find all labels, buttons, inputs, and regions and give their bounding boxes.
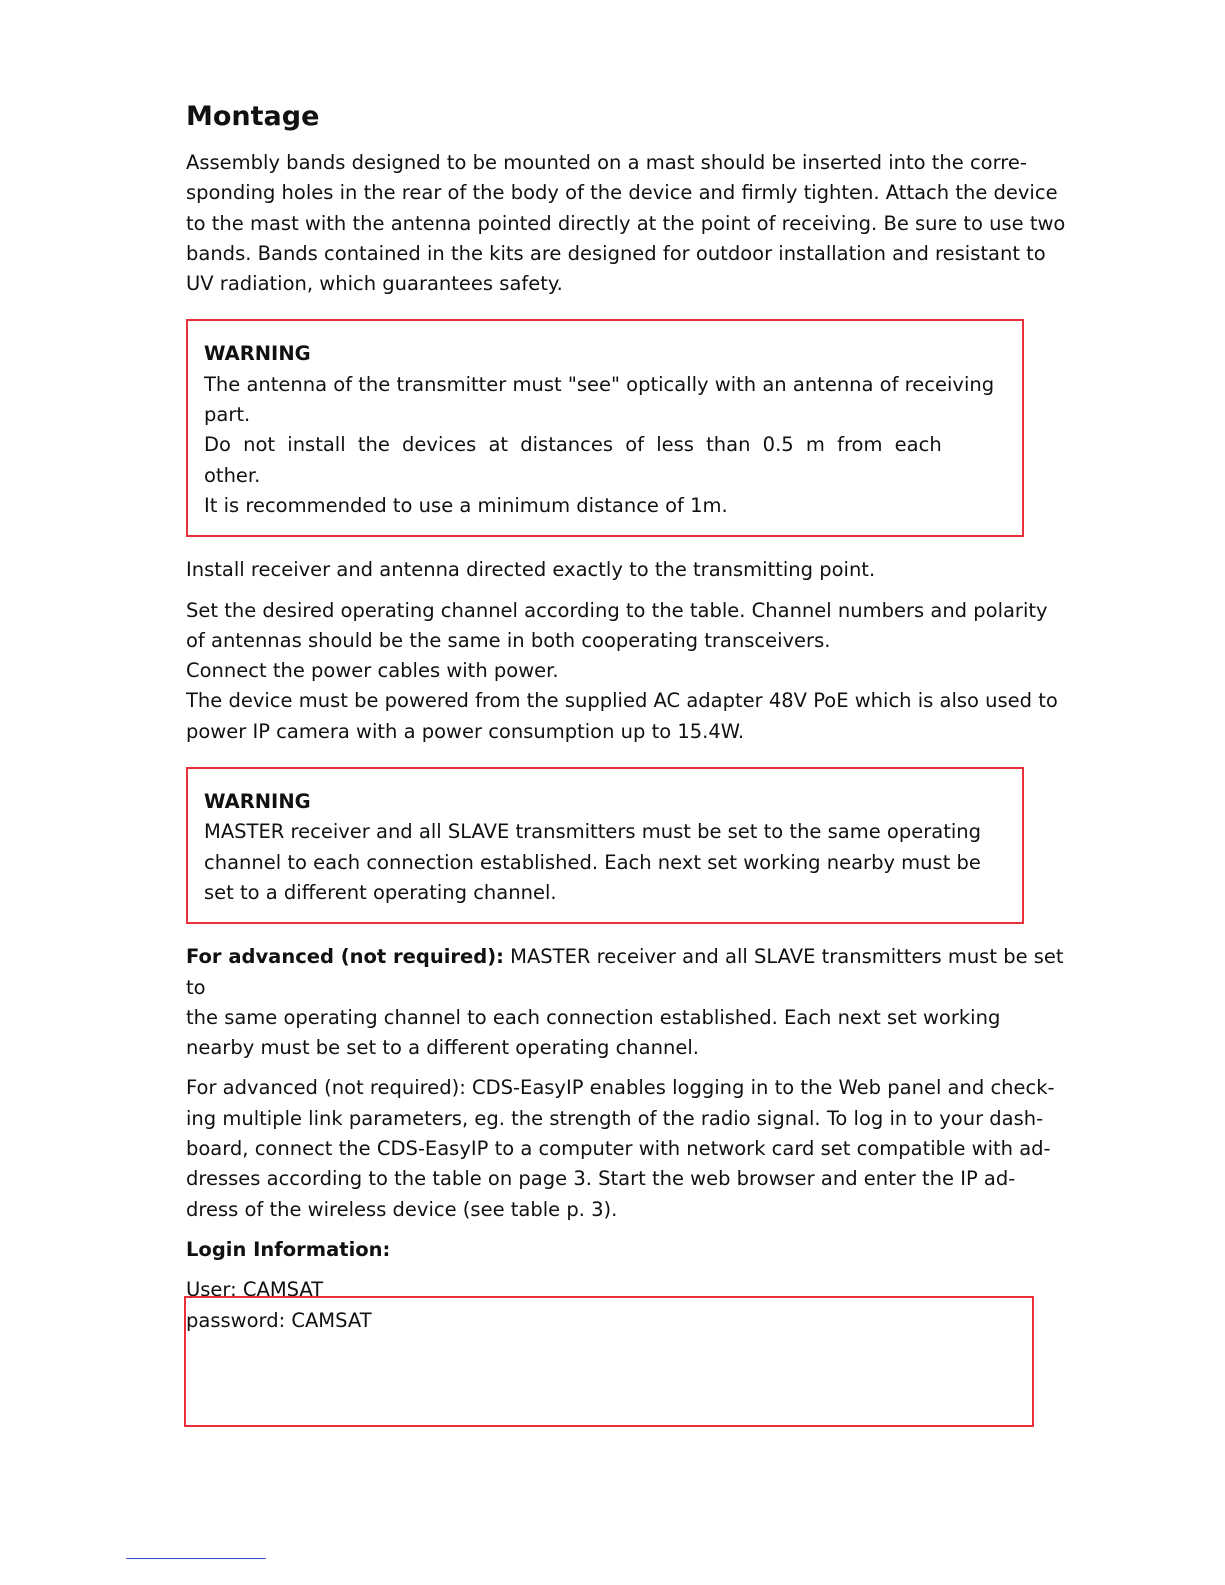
page-title: Montage [186,101,320,132]
text-line: part. [204,403,251,427]
text-line: power IP camera with a power consumption up to 15.4W. [186,719,745,743]
advanced-paragraph-channel [186,942,1086,1063]
login-user: User: CAMSAT [186,1278,324,1302]
empty-warning-box [184,1296,1034,1427]
intro-paragraph [186,148,1086,299]
text-line: set to a different operating channel. [204,880,557,904]
text-line: UV radiation, which guarantees safety. [186,272,563,296]
document-page [186,96,1086,1346]
text-line: Set the desired operating channel according to the table. Channel numbers and polarity [186,598,1048,622]
text-line: MASTER receiver and all SLAVE transmitters must be set to the same operating [204,820,981,844]
text-line: ing multiple link parameters, eg. the strength of the radio signal. To log in to your dash- [186,1106,1044,1130]
advanced-paragraph-web [186,1073,1086,1224]
text-line: sponding holes in the rear of the body of the device and firmly tighten. Attach the device [186,181,1058,205]
text-line: Connect the power cables with power. [186,659,559,683]
text-line: nearby must be set to a different operating channel. [186,1036,699,1060]
advanced-label: For advanced (not required): [186,945,504,969]
text-line: to the mast with the antenna pointed directly at the point of receiving. Be sure to use two [186,211,1066,235]
text-line: board, connect the CDS-EasyIP to a computer with network card set compatible with ad- [186,1137,1051,1161]
login-heading [186,1235,1086,1265]
login-heading-block [186,1235,1086,1265]
text-line: dresses according to the table on page 3. Start the web browser and enter the IP ad- [186,1167,1016,1191]
setup-paragraph [186,596,1086,747]
warning-title: WARNING [204,790,311,814]
install-paragraph [186,555,1086,585]
text-line: It is recommended to use a minimum distance of 1m. [204,493,728,517]
text-line: the same operating channel to each connection established. Each next set working [186,1005,1001,1029]
warning-title: WARNING [204,342,311,366]
text-line: Install receiver and antenna directed exactly to the transmitting point. [186,558,876,582]
text-line: For advanced (not required): CDS-EasyIP enables logging in to the Web panel and check- [186,1076,1055,1100]
text-line: Do not install the devices at distances of less than 0.5 m from each other. [204,433,942,487]
text-line [186,942,1086,1003]
login-heading-text: Login Information: [186,1237,391,1261]
login-password: password: CAMSAT [186,1308,372,1332]
text-line: channel to each connection established. Each next set working nearby must be [204,850,981,874]
warning-box-channel [186,767,1024,924]
text-line: Assembly bands designed to be mounted on a mast should be inserted into the corre- [186,151,1027,174]
warning-box-distance [186,319,1024,537]
text-line: The antenna of the transmitter must "see" optically with an antenna of receiving [204,372,995,396]
advanced-text: MASTER receiver and all SLAVE transmitters must be set to [186,945,1064,999]
footer-divider [126,1558,266,1559]
text-line: bands. Bands contained in the kits are designed for outdoor installation and resistant to [186,241,1046,265]
text-line: dress of the wireless device (see table p. 3). [186,1197,618,1221]
text-line: of antennas should be the same in both cooperating transceivers. [186,628,831,652]
text-line: The device must be powered from the supplied AC adapter 48V PoE which is also used to [186,689,1058,713]
